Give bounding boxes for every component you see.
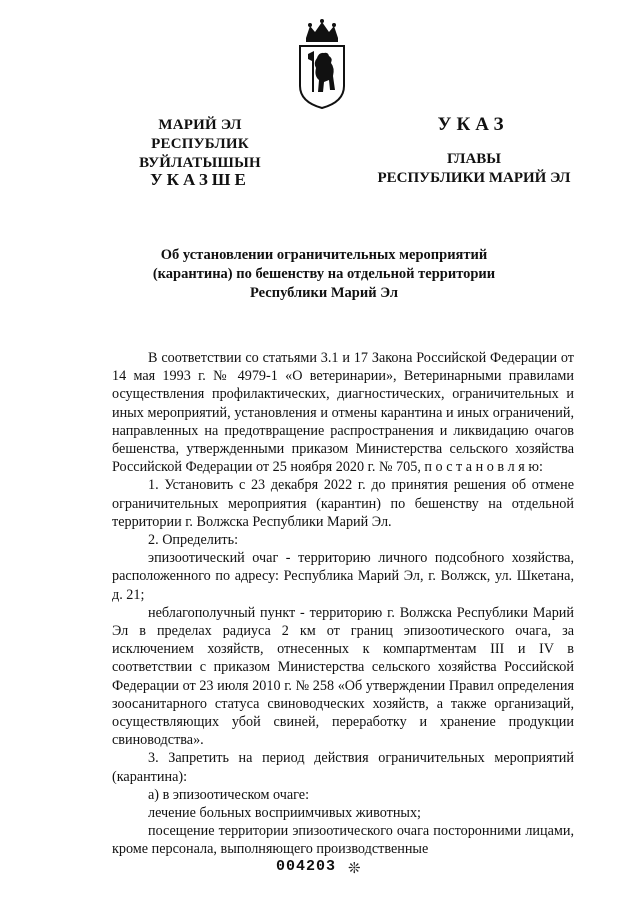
clause-1-paragraph: 1. Установить с 23 декабря 2022 г. до принятия решения об отмене ограничительных мероприятия (карантин) по бешенству на отдельной территории г. Волжска Республики Марий Эл. xyxy=(112,477,574,530)
issuer-line-2: ВУЙЛАТЫШЫН xyxy=(139,155,261,171)
title-line-2: (карантина) по бешенству на отдельной территории xyxy=(152,266,496,282)
issuer-line-1: МАРИЙ ЭЛ РЕСПУБЛИК xyxy=(151,117,249,152)
clause-2-unfavorable-point: неблагополучный пункт - территорию г. Волжска Республики Марий Эл в пределах радиуса 2 км от границ эпизоотического очага, за исключением хозяйств, отнесенных к компартментам III и IV в соответствии с приказом Министерства сельского хозяйства Российской Федерации от 23 июля 2010 г. № 258 «Об утверждении Правил определения зоосанитарного статуса свиноводческих хозяйств, а также организаций, осуществляющих убой свиней, переработку и хранение продукции свиноводства». xyxy=(112,604,574,749)
issuer-ru-line-2: РЕСПУБЛИКИ МАРИЙ ЭЛ xyxy=(377,170,571,186)
doc-type-russian: УКАЗ xyxy=(437,114,509,135)
clause-3-heading: 3. Запретить на период действия ограничительных мероприятий (карантина): xyxy=(112,750,574,785)
mari-el-coat-of-arms-icon xyxy=(297,18,347,110)
clause-3-subitem-a: а) в эпизоотическом очаге: xyxy=(148,786,310,803)
doc-type-mari: УКАЗШЕ xyxy=(150,170,250,189)
clause-2-heading: 2. Определить: xyxy=(148,532,239,549)
document-title xyxy=(128,246,520,303)
title-line-3: Республики Марий Эл xyxy=(250,285,398,301)
clause-2-epizootic-focus: эпизоотический очаг - территорию личного подсобного хозяйства, расположенного по адресу: Республика Марий Эл, г. Волжск, ул. Шкетана, д. 21; xyxy=(112,550,574,603)
clause-3-item-treatment: лечение больных восприимчивых животных; xyxy=(148,805,421,822)
issuer-name-mari xyxy=(108,116,292,173)
asterisk-mark-icon: ❊ xyxy=(348,861,361,877)
preamble-paragraph: В соответствии со статьями 3.1 и 17 Закона Российской Федерации от 14 мая 1993 г. № 4979-1 «О ветеринарии», Ветеринарными правилами осуществления профилактических, диагностических, ограничительных и иных мероприятий, установления и отмены карантина и иных ограничений, направленных на предотвращение распространения и ликвидацию очагов бешенства, утвержденными приказом Министерства сельского хозяйства Российской Федерации от 25 ноября 2020 г. № 705, п о с т а н о в л я ю: xyxy=(112,350,574,476)
title-line-1: Об установлении ограничительных мероприятий xyxy=(160,247,488,263)
document-serial-number: 004203 xyxy=(276,858,337,875)
issuer-name-russian xyxy=(360,150,588,188)
clause-3-item-visits: посещение территории эпизоотического очага посторонними лицами, кроме персонала, выполняющего производственные xyxy=(112,823,574,858)
issuer-ru-line-1: ГЛАВЫ xyxy=(446,151,502,167)
document-body xyxy=(112,349,574,859)
